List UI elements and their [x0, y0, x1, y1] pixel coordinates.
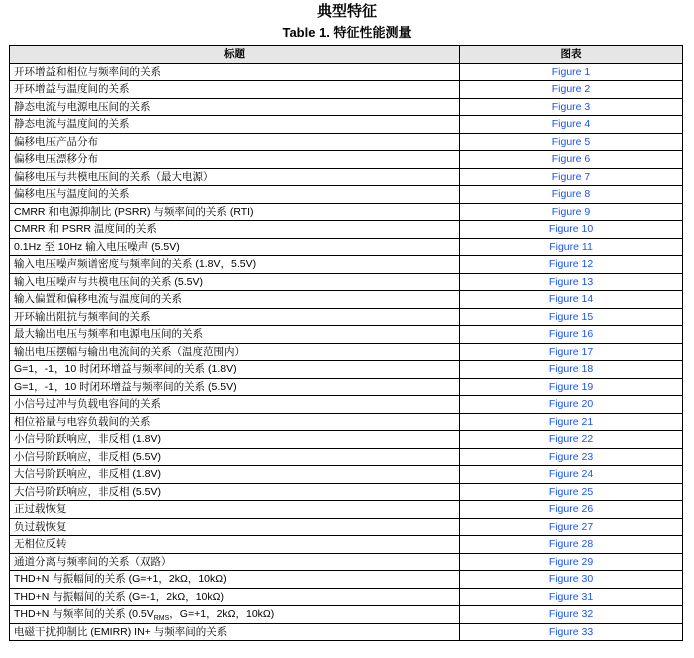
table-row [10, 256, 683, 274]
row-title [10, 186, 460, 204]
row-title [10, 326, 460, 344]
row-title [10, 466, 460, 484]
figure-link[interactable]: Figure 6 [551, 153, 591, 166]
table-row [10, 326, 683, 344]
figure-link[interactable]: Figure 15 [548, 310, 594, 323]
row-title [10, 536, 460, 554]
row-title-text: 负过载恢复 [14, 520, 67, 533]
figure-link[interactable]: Figure 18 [548, 363, 594, 376]
row-figure [460, 536, 683, 554]
row-title-text: 输入偏置和偏移电流与温度间的关系 [14, 293, 182, 306]
column-header-figure: 图表 [460, 46, 683, 64]
table-row [10, 378, 683, 396]
row-title [10, 413, 460, 431]
row-title [10, 168, 460, 186]
row-title-text: 输出电压摆幅与输出电流间的关系（温度范围内） [14, 345, 245, 358]
row-title-text: 相位裕量与电容负载间的关系 [14, 415, 151, 428]
row-title [10, 98, 460, 116]
table-body [10, 63, 683, 641]
table-row [10, 518, 683, 536]
figure-link[interactable]: Figure 8 [551, 188, 591, 201]
row-title [10, 291, 460, 309]
table-row [10, 308, 683, 326]
figure-link[interactable]: Figure 16 [548, 328, 594, 341]
row-figure [460, 501, 683, 519]
row-title [10, 396, 460, 414]
row-figure [460, 238, 683, 256]
figure-link[interactable]: Figure 4 [551, 118, 591, 131]
table-row [10, 588, 683, 606]
row-title [10, 448, 460, 466]
figure-link[interactable]: Figure 5 [551, 135, 591, 148]
row-figure [460, 413, 683, 431]
row-title-text: 最大输出电压与频率和电源电压间的关系 [14, 328, 203, 341]
row-title-text: 无相位反转 [14, 538, 67, 551]
row-title-text: 电磁干扰抑制比 (EMIRR) IN+ 与频率间的关系 [14, 625, 228, 638]
figure-link[interactable]: Figure 33 [548, 625, 594, 638]
figure-link[interactable]: Figure 10 [548, 223, 594, 236]
table-row [10, 343, 683, 361]
table-row [10, 133, 683, 151]
table-row [10, 116, 683, 134]
row-title-text: 开环输出阻抗与频率间的关系 [14, 310, 151, 323]
row-title-text: 正过载恢复 [14, 503, 67, 516]
figure-link[interactable]: Figure 1 [551, 65, 591, 78]
figure-link[interactable]: Figure 32 [548, 608, 594, 621]
row-title [10, 361, 460, 379]
row-title [10, 606, 460, 624]
figure-link[interactable]: Figure 24 [548, 468, 594, 481]
row-title-text: THD+N 与振幅间的关系 (G=-1，2kΩ，10kΩ) [14, 590, 224, 603]
row-figure [460, 256, 683, 274]
row-title [10, 116, 460, 134]
row-figure [460, 588, 683, 606]
row-title-text: 偏移电压与温度间的关系 [14, 188, 130, 201]
row-title-text: 0.1Hz 至 10Hz 输入电压噪声 (5.5V) [14, 240, 180, 253]
table-row [10, 221, 683, 239]
figure-link[interactable]: Figure 21 [548, 415, 594, 428]
table-row [10, 203, 683, 221]
figure-link[interactable]: Figure 29 [548, 555, 594, 568]
row-title-text: 输入电压噪声与共模电压间的关系 (5.5V) [14, 275, 204, 288]
row-title-subscript: RMS [153, 615, 170, 623]
row-title [10, 238, 460, 256]
table-row [10, 151, 683, 169]
row-title-text: 通道分离与频率间的关系（双路） [14, 555, 172, 568]
row-figure [460, 466, 683, 484]
figure-link[interactable]: Figure 30 [548, 573, 594, 586]
row-title [10, 483, 460, 501]
table-caption: Table 1. 特征性能测量 [282, 25, 412, 40]
table-row [10, 553, 683, 571]
column-header-title: 标题 [10, 46, 460, 64]
table-row [10, 571, 683, 589]
row-title [10, 378, 460, 396]
figure-link[interactable]: Figure 3 [551, 100, 591, 113]
table-row [10, 168, 683, 186]
row-title-text: 大信号阶跃响应，非反相 (5.5V) [14, 485, 162, 498]
row-title [10, 501, 460, 519]
table-row [10, 606, 683, 624]
table-row [10, 466, 683, 484]
row-figure [460, 553, 683, 571]
figure-link[interactable]: Figure 9 [551, 205, 591, 218]
row-title [10, 256, 460, 274]
row-title-suffix: ，G=+1，2kΩ，10kΩ) [169, 608, 275, 621]
figure-link[interactable]: Figure 17 [548, 345, 594, 358]
table-row [10, 186, 683, 204]
figure-link[interactable]: Figure 20 [548, 398, 594, 411]
row-title-text: CMRR 和 PSRR 温度间的关系 [14, 223, 157, 236]
row-title-text: G=1，-1，10 时闭环增益与频率间的关系 (1.8V) [14, 363, 237, 376]
table-row [10, 361, 683, 379]
figure-link[interactable]: Figure 2 [551, 83, 591, 96]
figure-link[interactable]: Figure 7 [551, 170, 591, 183]
row-title-text: 小信号阶跃响应，非反相 (5.5V) [14, 450, 162, 463]
row-figure [460, 343, 683, 361]
characteristics-table [9, 45, 683, 641]
row-figure [460, 623, 683, 641]
row-title [10, 623, 460, 641]
table-row [10, 431, 683, 449]
row-figure [460, 378, 683, 396]
figure-link[interactable]: Figure 31 [548, 590, 594, 603]
table-row [10, 536, 683, 554]
table-row [10, 501, 683, 519]
row-title-text: 小信号阶跃响应，非反相 (1.8V) [14, 433, 162, 446]
row-title-text: THD+N 与振幅间的关系 (G=+1，2kΩ，10kΩ) [14, 573, 227, 586]
row-title-text: 开环增益与温度间的关系 [14, 83, 130, 96]
figure-link[interactable]: Figure 26 [548, 503, 594, 516]
row-figure [460, 203, 683, 221]
table-row [10, 291, 683, 309]
row-title [10, 308, 460, 326]
table-row [10, 396, 683, 414]
figure-link[interactable]: Figure 22 [548, 433, 594, 446]
page-heading: 典型特征 [316, 3, 377, 20]
row-figure [460, 483, 683, 501]
figure-link[interactable]: Figure 14 [548, 293, 594, 306]
row-title [10, 221, 460, 239]
table-header-row [10, 46, 683, 64]
row-figure [460, 606, 683, 624]
table-row [10, 81, 683, 99]
row-title-text: 偏移电压与共模电压间的关系（最大电源） [14, 170, 214, 183]
row-figure [460, 326, 683, 344]
table-row [10, 623, 683, 641]
figure-link[interactable]: Figure 27 [548, 520, 594, 533]
row-figure [460, 221, 683, 239]
table-row [10, 483, 683, 501]
row-figure [460, 571, 683, 589]
row-title [10, 151, 460, 169]
row-title [10, 518, 460, 536]
table-row [10, 63, 683, 81]
row-figure [460, 63, 683, 81]
row-title-text: 输入电压噪声频谱密度与频率间的关系 (1.8V，5.5V) [14, 258, 257, 271]
row-title [10, 63, 460, 81]
row-figure [460, 273, 683, 291]
figure-link[interactable]: Figure 12 [548, 258, 594, 271]
row-title [10, 431, 460, 449]
table-row [10, 448, 683, 466]
row-figure [460, 396, 683, 414]
row-title-text: G=1，-1，10 时闭环增益与频率间的关系 (5.5V) [14, 380, 237, 393]
row-title [10, 588, 460, 606]
row-figure [460, 133, 683, 151]
table-row [10, 238, 683, 256]
row-title-text: CMRR 和电源抑制比 (PSRR) 与频率间的关系 (RTI) [14, 205, 254, 218]
row-figure [460, 168, 683, 186]
row-title [10, 203, 460, 221]
row-title-text: 偏移电压漂移分布 [14, 153, 98, 166]
figure-link[interactable]: Figure 28 [548, 538, 594, 551]
row-figure [460, 518, 683, 536]
row-figure [460, 116, 683, 134]
figure-link[interactable]: Figure 19 [548, 380, 594, 393]
figure-link[interactable]: Figure 25 [548, 485, 594, 498]
table-row [10, 413, 683, 431]
row-title [10, 343, 460, 361]
row-figure [460, 98, 683, 116]
row-title-text: 开环增益和相位与频率间的关系 [14, 65, 161, 78]
row-figure [460, 361, 683, 379]
row-figure [460, 448, 683, 466]
figure-link[interactable]: Figure 11 [549, 240, 593, 253]
row-title-text: 静态电流与电源电压间的关系 [14, 100, 151, 113]
row-title-text: 大信号阶跃响应，非反相 (1.8V) [14, 468, 162, 481]
row-title [10, 81, 460, 99]
row-figure [460, 291, 683, 309]
row-title-text: 静态电流与温度间的关系 [14, 118, 130, 131]
row-title [10, 553, 460, 571]
table-row [10, 273, 683, 291]
row-title-text: THD+N 与频率间的关系 (0.5V [14, 608, 154, 621]
row-title [10, 571, 460, 589]
row-figure [460, 186, 683, 204]
row-figure [460, 308, 683, 326]
row-figure [460, 431, 683, 449]
row-title [10, 273, 460, 291]
row-title-text: 小信号过冲与负载电容间的关系 [14, 398, 161, 411]
row-title [10, 133, 460, 151]
figure-link[interactable]: Figure 13 [548, 275, 594, 288]
table-row [10, 98, 683, 116]
row-title-text: 偏移电压产品分布 [14, 135, 98, 148]
figure-link[interactable]: Figure 23 [548, 450, 594, 463]
row-figure [460, 81, 683, 99]
row-figure [460, 151, 683, 169]
